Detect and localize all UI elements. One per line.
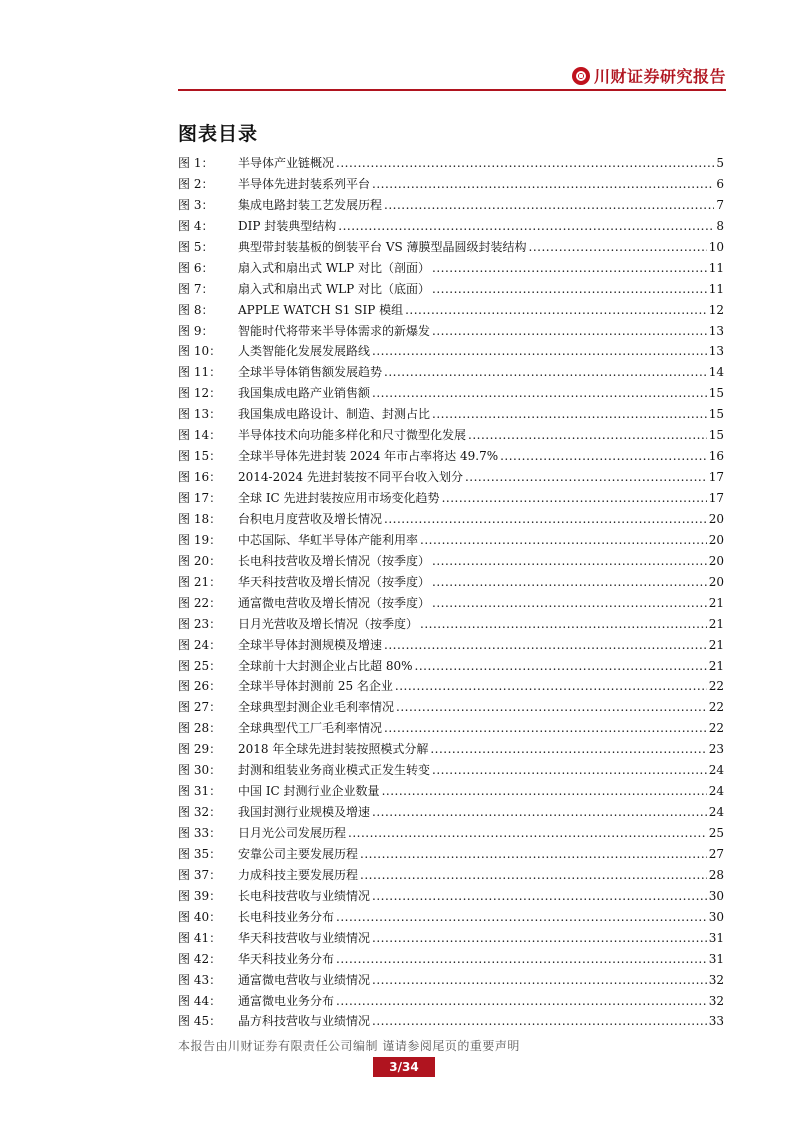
toc-entry-label: 半导体产业链概况 (238, 156, 335, 170)
toc-entry[interactable] (178, 866, 724, 887)
toc-leader-dots (432, 282, 707, 296)
toc-entry-page: 15 (708, 407, 724, 422)
toc-leader-dots (432, 575, 707, 589)
toc-entry-label: 智能时代将带来半导体需求的新爆发 (238, 323, 431, 338)
toc-entry-label: 半导体先进封装系列平台 (238, 176, 371, 191)
toc-leader-dots (382, 784, 707, 798)
toc-entry-number: 图 8： (178, 302, 214, 317)
toc-leader-dots (432, 554, 707, 568)
toc-leader-dots (336, 952, 707, 966)
toc-entry-page: 13 (708, 344, 724, 359)
toc-leader-dots (338, 219, 714, 233)
toc-entry-page: 23 (708, 742, 724, 757)
toc-entry-label: 人类智能化发展发展路线 (238, 344, 371, 359)
toc-leader-dots (442, 491, 707, 505)
toc-entry[interactable] (178, 782, 724, 803)
toc-entry-number: 图 32： (178, 805, 222, 820)
header-brand (572, 64, 726, 87)
toc-entry-page: 27 (708, 846, 724, 861)
toc-entry[interactable] (178, 217, 724, 238)
toc-entry-page: 22 (708, 721, 724, 736)
toc-entry-number: 图 5： (178, 239, 214, 254)
toc-entry[interactable] (178, 573, 724, 594)
toc-entry[interactable] (178, 615, 724, 636)
toc-list (178, 154, 724, 1033)
toc-entry-label: DIP 封装典型结构 (238, 218, 337, 233)
toc-entry-page: 31 (708, 930, 724, 945)
toc-leader-dots (372, 177, 714, 191)
toc-entry[interactable] (178, 531, 724, 552)
toc-entry-label: 我国封测行业规模及增速 (238, 805, 371, 820)
toc-entry-page: 22 (708, 700, 724, 715)
toc-entry-label: APPLE WATCH S1 SIP 模组 (238, 302, 404, 317)
toc-entry-label: 集成电路封装工艺发展历程 (238, 197, 383, 212)
toc-entry-number: 图 15： (178, 449, 222, 464)
toc-entry[interactable] (178, 887, 724, 908)
toc-entry-number: 图 27： (178, 700, 222, 715)
toc-entry[interactable] (178, 908, 724, 929)
toc-entry[interactable] (178, 657, 724, 678)
toc-entry-label: 全球半导体销售额发展趋势 (238, 365, 383, 380)
toc-entry[interactable] (178, 1012, 724, 1033)
toc-leader-dots (384, 198, 714, 212)
toc-leader-dots (372, 931, 707, 945)
toc-entry[interactable] (178, 489, 724, 510)
toc-leader-dots (384, 638, 707, 652)
toc-leader-dots (500, 449, 707, 463)
toc-entry[interactable] (178, 824, 724, 845)
toc-entry-number: 图 4： (178, 218, 214, 233)
toc-entry-page: 15 (708, 428, 724, 443)
toc-entry-label: 全球半导体封测规模及增速 (238, 637, 383, 652)
toc-entry-page: 22 (708, 679, 724, 694)
toc-entry-label: 日月光营收及增长情况（按季度） (238, 616, 419, 631)
toc-leader-dots (372, 1014, 707, 1028)
toc-entry[interactable] (178, 929, 724, 950)
toc-entry[interactable] (178, 322, 724, 343)
toc-entry-label: 中国 IC 封测行业企业数量 (238, 784, 380, 799)
toc-leader-dots (465, 470, 707, 484)
toc-entry-number: 图 18： (178, 511, 222, 526)
toc-entry-number: 图 20： (178, 553, 222, 568)
toc-entry-number: 图 16： (178, 470, 222, 485)
toc-entry-label: 封测和组装业务商业模式正发生转变 (238, 763, 431, 778)
toc-entry[interactable] (178, 992, 724, 1013)
toc-entry-page: 7 (716, 197, 724, 212)
toc-entry-label: 通富微电营收及增长情况（按季度） (238, 595, 431, 610)
toc-entry-label: 中芯国际、华虹半导体产能利用率 (238, 532, 419, 547)
toc-entry-page: 6 (716, 176, 724, 191)
toc-entry[interactable] (178, 803, 724, 824)
toc-entry-label: 华天科技营收与业绩情况 (238, 930, 371, 945)
toc-leader-dots (432, 324, 707, 338)
toc-entry-number: 图 45： (178, 1014, 222, 1029)
toc-entry-number: 图 31： (178, 784, 222, 799)
toc-entry-number: 图 25： (178, 658, 222, 673)
toc-entry-page: 30 (708, 909, 724, 924)
toc-entry-label: 我国集成电路设计、制造、封测占比 (238, 407, 431, 422)
toc-entry-page: 32 (708, 972, 724, 987)
toc-leader-dots (415, 659, 707, 673)
toc-leader-dots (336, 156, 714, 170)
toc-entry-page: 28 (708, 867, 724, 882)
chuancai-logo-icon (572, 67, 590, 85)
toc-entry-number: 图 44： (178, 993, 222, 1008)
toc-entry[interactable] (178, 384, 724, 405)
toc-leader-dots (420, 533, 707, 547)
toc-entry[interactable] (178, 447, 724, 468)
toc-entry-page: 20 (708, 511, 724, 526)
toc-entry-label: 长电科技业务分布 (238, 909, 335, 924)
toc-entry-number: 图 42： (178, 951, 222, 966)
toc-entry-page: 21 (708, 616, 724, 631)
toc-entry-number: 图 19： (178, 532, 222, 547)
toc-entry-number: 图 41： (178, 930, 222, 945)
toc-entry-page: 32 (708, 993, 724, 1008)
brand-name: 川财证券研究报告 (593, 67, 726, 86)
toc-entry-label: 全球半导体封测前 25 名企业 (238, 679, 393, 694)
toc-entry-label: 华天科技营收及增长情况（按季度） (238, 574, 431, 589)
toc-entry-label: 长电科技营收及增长情况（按季度） (238, 553, 431, 568)
toc-entry-number: 图 30： (178, 763, 222, 778)
toc-entry-number: 图 35： (178, 846, 222, 861)
toc-entry-label: 我国集成电路产业销售额 (238, 386, 371, 401)
toc-entry-page: 21 (708, 595, 724, 610)
toc-entry-page: 17 (708, 470, 724, 485)
toc-entry-number: 图 17： (178, 491, 222, 505)
toc-entry-page: 14 (708, 365, 724, 380)
toc-entry-number: 图 2： (178, 176, 214, 191)
toc-entry-label: 通富微电营收与业绩情况 (238, 972, 371, 987)
toc-entry[interactable] (178, 175, 724, 196)
toc-leader-dots (396, 700, 707, 714)
toc-entry-number: 图 23： (178, 616, 222, 631)
toc-entry-number: 图 13： (178, 407, 222, 422)
toc-entry[interactable] (178, 405, 724, 426)
toc-entry-label: 日月光公司发展历程 (238, 826, 347, 840)
toc-entry-label: 台积电月度营收及增长情况 (238, 511, 383, 526)
toc-entry-number: 图 37： (178, 867, 222, 882)
toc-entry-page: 5 (716, 156, 724, 170)
toc-entry-label: 华天科技业务分布 (238, 951, 335, 966)
toc-entry-page: 12 (708, 302, 724, 317)
toc-entry[interactable] (178, 677, 724, 698)
toc-entry[interactable] (178, 971, 724, 992)
toc-entry-page: 31 (708, 951, 724, 966)
toc-leader-dots (384, 721, 707, 735)
toc-entry[interactable] (178, 845, 724, 866)
toc-entry-number: 图 7： (178, 281, 214, 296)
toc-entry-label: 全球 IC 先进封装按应用市场变化趋势 (238, 491, 440, 505)
toc-leader-dots (432, 407, 707, 421)
toc-entry-label: 全球前十大封测企业占比超 80% (238, 658, 413, 673)
toc-leader-dots (420, 617, 707, 631)
toc-entry-number: 图 22： (178, 595, 222, 610)
toc-leader-dots (372, 973, 707, 987)
toc-leader-dots (384, 365, 707, 379)
toc-entry-page: 20 (708, 574, 724, 589)
toc-entry[interactable] (178, 426, 724, 447)
toc-leader-dots (432, 763, 707, 777)
toc-entry-number: 图 26： (178, 679, 222, 694)
toc-entry-number: 图 43： (178, 972, 222, 987)
toc-entry-page: 25 (708, 826, 724, 840)
toc-entry-number: 图 10： (178, 344, 222, 359)
toc-leader-dots (529, 240, 707, 254)
toc-entry-number: 图 12： (178, 386, 222, 401)
toc-leader-dots (405, 303, 707, 317)
toc-title: 图表目录 (178, 123, 259, 145)
toc-leader-dots (384, 512, 707, 526)
toc-entry-number: 图 6： (178, 260, 214, 275)
toc-entry-page: 13 (708, 323, 724, 338)
toc-entry-page: 10 (708, 239, 724, 254)
toc-entry-label: 全球典型封测企业毛利率情况 (238, 700, 395, 715)
toc-entry[interactable] (178, 761, 724, 782)
toc-entry-label: 半导体技术向功能多样化和尺寸微型化发展 (238, 428, 467, 443)
toc-entry-number: 图 9： (178, 323, 214, 338)
toc-entry-label: 扇入式和扇出式 WLP 对比（剖面） (238, 260, 431, 275)
toc-entry-page: 24 (708, 784, 724, 799)
toc-entry[interactable] (178, 594, 724, 615)
toc-entry-number: 图 40： (178, 909, 222, 924)
toc-entry-number: 图 1： (178, 156, 214, 170)
toc-entry[interactable] (178, 698, 724, 719)
page-indicator: 3/34 (373, 1057, 435, 1077)
toc-entry[interactable] (178, 154, 724, 175)
toc-entry-page: 8 (716, 218, 724, 233)
header-divider (178, 89, 726, 91)
toc-entry-page: 30 (708, 888, 724, 903)
toc-leader-dots (372, 889, 707, 903)
toc-entry-label: 安靠公司主要发展历程 (238, 846, 359, 861)
toc-leader-dots (432, 261, 707, 275)
toc-entry[interactable] (178, 950, 724, 971)
toc-entry-label: 力成科技主要发展历程 (238, 867, 359, 882)
toc-entry-label: 长电科技营收与业绩情况 (238, 888, 371, 903)
toc-entry[interactable] (178, 719, 724, 740)
toc-leader-dots (430, 742, 706, 756)
toc-entry[interactable] (178, 342, 724, 363)
toc-leader-dots (360, 847, 707, 861)
toc-entry[interactable] (178, 238, 724, 259)
toc-entry-label: 全球典型代工厂毛利率情况 (238, 721, 383, 736)
toc-entry[interactable] (178, 740, 724, 761)
toc-entry-number: 图 24： (178, 637, 222, 652)
toc-entry-page: 24 (708, 805, 724, 820)
toc-entry[interactable] (178, 510, 724, 531)
toc-entry[interactable] (178, 363, 724, 384)
toc-entry[interactable] (178, 280, 724, 301)
toc-entry[interactable] (178, 196, 724, 217)
footer-disclaimer: 本报告由川财证券有限责任公司编制 谨请参阅尾页的重要声明 (178, 1039, 520, 1053)
toc-entry-label: 通富微电业务分布 (238, 993, 335, 1008)
toc-leader-dots (372, 386, 707, 400)
toc-entry-page: 16 (708, 449, 724, 464)
toc-leader-dots (372, 344, 707, 358)
toc-entry-label: 典型带封装基板的倒装平台 VS 薄膜型晶圆级封装结构 (238, 239, 527, 254)
toc-entry[interactable] (178, 259, 724, 280)
toc-entry-page: 20 (708, 553, 724, 568)
toc-leader-dots (348, 826, 707, 840)
toc-entry-label: 全球半导体先进封装 2024 年市占率将达 49.7% (238, 449, 499, 464)
toc-entry-page: 21 (708, 658, 724, 673)
toc-entry-number: 图 29： (178, 742, 222, 757)
toc-leader-dots (336, 910, 707, 924)
toc-entry-number: 图 33： (178, 826, 222, 840)
toc-leader-dots (372, 805, 707, 819)
toc-entry-number: 图 14： (178, 428, 222, 443)
toc-entry-number: 图 28： (178, 721, 222, 736)
toc-entry-page: 11 (708, 260, 724, 275)
toc-entry-page: 33 (708, 1014, 724, 1029)
toc-entry-page: 20 (708, 532, 724, 547)
toc-entry-page: 21 (708, 637, 724, 652)
toc-entry-label: 扇入式和扇出式 WLP 对比（底面） (238, 281, 431, 296)
toc-entry-label: 2018 年全球先进封装按照模式分解 (238, 742, 429, 757)
toc-entry[interactable] (178, 468, 724, 489)
toc-leader-dots (468, 428, 707, 442)
toc-entry[interactable] (178, 636, 724, 657)
toc-entry-page: 11 (708, 281, 724, 296)
toc-leader-dots (360, 868, 707, 882)
toc-entry-number: 图 39： (178, 888, 222, 903)
toc-entry-page: 24 (708, 763, 724, 778)
toc-entry-label: 晶方科技营收与业绩情况 (238, 1014, 371, 1029)
toc-leader-dots (432, 596, 707, 610)
toc-entry-label: 2014-2024 先进封装按不同平台收入划分 (238, 470, 463, 485)
toc-entry[interactable] (178, 301, 724, 322)
toc-entry-number: 图 21： (178, 574, 222, 589)
toc-entry-page: 15 (708, 386, 724, 401)
toc-leader-dots (336, 994, 707, 1008)
toc-entry-page: 17 (708, 491, 724, 505)
toc-entry-number: 图 11： (178, 365, 222, 380)
toc-entry[interactable] (178, 552, 724, 573)
toc-leader-dots (395, 679, 707, 693)
toc-entry-number: 图 3： (178, 197, 214, 212)
